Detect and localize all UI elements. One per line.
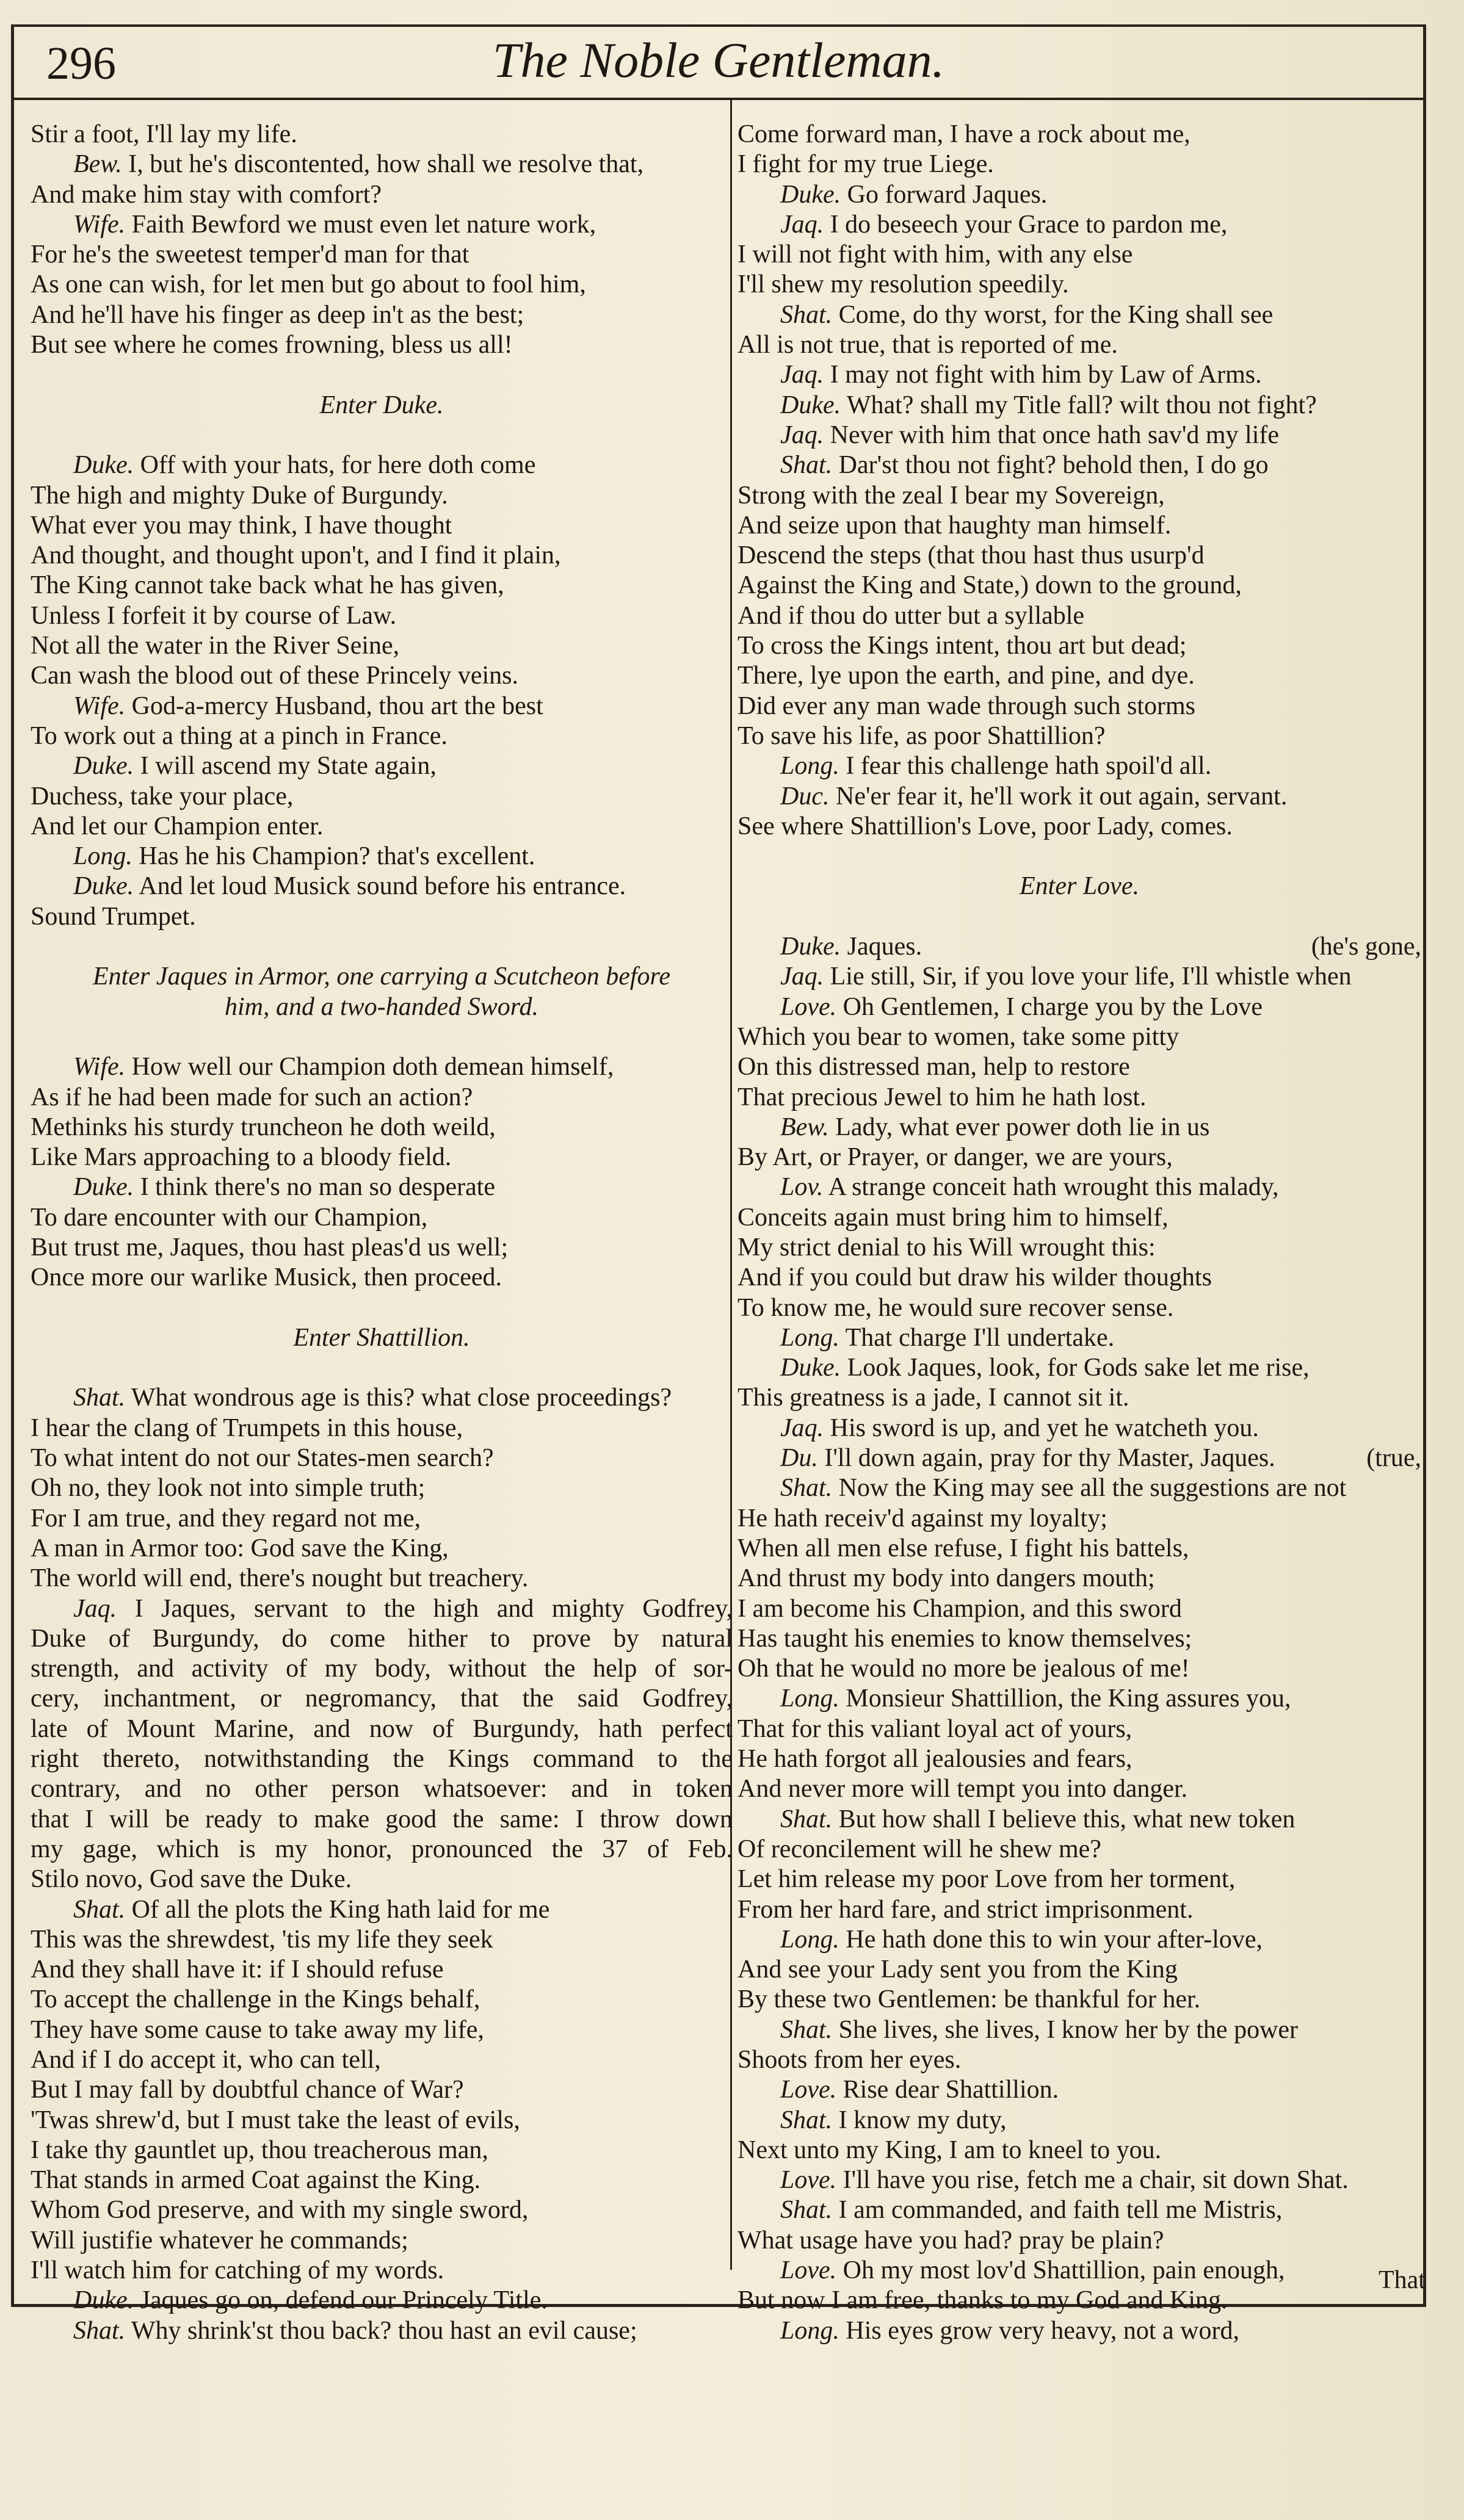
speech-line [737, 932, 1421, 962]
verse-line: Stilo novo, God save the Duke. [31, 1865, 352, 1894]
verse-line: What usage have you had? pray be plain? [737, 2226, 1164, 2255]
verse-line: To accept the challenge in the Kings behalf, [31, 1985, 480, 2014]
speaker-name: Bew. [73, 150, 122, 179]
speech-line [737, 2165, 1421, 2195]
speech-text: Lady, what ever power doth lie in us [828, 1113, 1210, 1141]
speech-text: I think there's no man so desperate [134, 1173, 496, 1202]
verse-line: Against the King and State,) down to the ground, [737, 571, 1242, 600]
speaker-name: Du. [780, 1444, 818, 1473]
speech-line [31, 2286, 733, 2316]
speech-line [31, 1172, 733, 1202]
speaker-name: Duc. [780, 782, 830, 811]
verse-line: That precious Jewel to him he hath lost. [737, 1083, 1147, 1111]
speech-text: I fear this challenge hath spoil'd all. [839, 752, 1212, 781]
speech-text: I'll down again, pray for thy Master, Jaques. [817, 1444, 1275, 1473]
speaker-name: Duke. [780, 180, 841, 209]
speech-line [31, 210, 733, 240]
verse-line: I hear the clang of Trumpets in this house, [31, 1413, 463, 1442]
blank-line [31, 360, 733, 390]
verse-line: Methinks his sturdy truncheon he doth weild, [31, 1113, 496, 1141]
blank-line [31, 1293, 733, 1323]
speech-text: But how shall I believe this, what new token [832, 1805, 1295, 1833]
verse-line: 'Twas shrew'd, but I must take the least of evils, [31, 2106, 520, 2134]
stage-direction: Enter Jaques in Armor, one carrying a Scutcheon before [93, 962, 670, 991]
blank-line [31, 1022, 733, 1052]
speaker-name: Wife. [73, 210, 126, 239]
speech-text: Has he his Champion? that's excellent. [132, 842, 535, 871]
verse-line: Oh that he would no more be jealous of me! [737, 1655, 1190, 1683]
verse-line: From her hard fare, and strict imprisonment. [737, 1895, 1194, 1924]
verse-line: And seize upon that haughty man himself. [737, 511, 1172, 540]
prose-line: cery, inchantment, or negromancy, that the said Godfrey, [31, 1684, 733, 1713]
blank-line [31, 932, 733, 962]
speaker-name: Long. [780, 752, 839, 781]
speech-line [737, 1805, 1421, 1835]
blank-line [737, 842, 1421, 872]
verse-line: And make him stay with comfort? [31, 180, 382, 209]
speaker-name: Shat. [73, 2316, 126, 2345]
verse-line: Once more our warlike Musick, then proceed. [31, 1263, 502, 1292]
speaker-name: Wife. [73, 691, 126, 720]
prose-line: my gage, which is my honor, pronounced the 37 of Feb. [31, 1835, 733, 1863]
speech-text: She lives, she lives, I know her by the power [832, 2015, 1299, 2044]
verse-line: There, lye upon the earth, and pine, and dye. [737, 662, 1195, 690]
verse-line: Like Mars approaching to a bloody field. [31, 1143, 452, 1172]
speaker-name: Shat. [780, 451, 833, 480]
verse-line: And if I do accept it, who can tell, [31, 2046, 381, 2074]
speech-line [737, 782, 1421, 812]
verse-line: Oh no, they look not into simple truth; [31, 1474, 426, 1503]
speech-text: I know my duty, [832, 2106, 1007, 2134]
speaker-name: Duke. [73, 2286, 134, 2315]
speaker-name: Duke. [780, 933, 841, 961]
speaker-name: Duke. [780, 1354, 841, 1382]
speech-text: I may not fight with him by Law of Arms. [824, 361, 1262, 389]
speech-line [737, 1473, 1421, 1503]
speech-text: And let loud Musick sound before his entrance. [134, 872, 626, 901]
speech-line [737, 360, 1421, 390]
prose-line: strength, and activity of my body, without the help of sor- [31, 1655, 733, 1683]
verse-line: My strict denial to his Will wrought this: [737, 1233, 1156, 1262]
verse-line: And thrust my body into dangers mouth; [737, 1564, 1155, 1593]
verse-line: Stir a foot, I'll lay my life. [31, 120, 297, 148]
speaker-name: Duke. [780, 391, 841, 419]
verse-line: Next unto my King, I am to kneel to you. [737, 2136, 1162, 2164]
speech-line [31, 1895, 733, 1925]
speech-line [31, 691, 733, 721]
speaker-name: Jaq. [73, 1594, 117, 1623]
speech-line [31, 150, 733, 179]
speech-text: Dar'st thou not fight? behold then, I do go [832, 451, 1269, 480]
stage-direction: him, and a two-handed Sword. [224, 992, 539, 1021]
stage-direction: Enter Duke. [319, 391, 444, 419]
speech-text: I, but he's discontented, how shall we resolve that, [121, 150, 644, 179]
speech-text: Monsieur Shattillion, the King assures you, [839, 1684, 1291, 1713]
verse-line: By these two Gentlemen: be thankful for her. [737, 1985, 1201, 2014]
speech-text: Never with him that once hath sav'd my life [824, 421, 1280, 449]
verse-line: I'll shew my resolution speedily. [737, 270, 1069, 299]
verse-line: Has taught his enemies to know themselves; [737, 1624, 1192, 1653]
speech-line [737, 1684, 1421, 1714]
speaker-name: Jaq. [780, 210, 824, 239]
verse-line: And let our Champion enter. [31, 812, 324, 840]
verse-line: And if you could but draw his wilder thoughts [737, 1263, 1212, 1292]
verse-line: And he'll have his finger as deep in't as the best; [31, 300, 524, 329]
speech-line [737, 751, 1421, 781]
speech-line [737, 1925, 1421, 1955]
speech-text: I am commanded, and faith tell me Mistris, [832, 2196, 1283, 2225]
speech-line [737, 1113, 1421, 1143]
speech-line [737, 1443, 1421, 1473]
verse-line: Whom God preserve, and with my single sword, [31, 2196, 529, 2225]
speech-text: What wondrous age is this? what close proceedings? [125, 1384, 672, 1412]
speech-line [31, 751, 733, 781]
verse-line: And never more will tempt you into danger. [737, 1775, 1188, 1803]
verse-line: To save his life, as poor Shattillion? [737, 721, 1106, 750]
verse-line: I fight for my true Liege. [737, 150, 994, 179]
left-column [31, 120, 733, 2346]
speaker-name: Jaq. [780, 361, 824, 389]
verse-line: To what intent do not our States-men search? [31, 1444, 494, 1473]
verse-line: To dare encounter with our Champion, [31, 1203, 428, 1232]
verse-line: That for this valiant loyal act of yours, [737, 1714, 1132, 1743]
verse-line: For he's the sweetest temper'd man for that [31, 240, 469, 269]
speech-line [737, 1353, 1421, 1383]
speech-text: Now the King may see all the suggestions are not [832, 1474, 1347, 1503]
stage-direction: Enter Shattillion. [293, 1323, 470, 1352]
speaker-name: Duke. [73, 1173, 134, 1202]
speech-line [737, 2316, 1421, 2346]
speaker-name: Long. [73, 842, 132, 871]
verse-line: I take thy gauntlet up, thou treacherous man, [31, 2136, 488, 2164]
speaker-name: Long. [780, 1684, 839, 1713]
verse-line: Unless I forfeit it by course of Law. [31, 601, 397, 630]
speech-text: I will ascend my State again, [134, 752, 437, 781]
blank-line [737, 902, 1421, 932]
verse-line: I will not fight with him, with any else [737, 240, 1133, 269]
speaker-name: Shat. [73, 1895, 126, 1924]
speech-text: Faith Bewford we must even let nature work, [125, 210, 596, 239]
stage-direction: Enter Love. [1020, 872, 1139, 901]
speech-text: He hath done this to win your after-love, [839, 1925, 1263, 1954]
speaker-name: Shat. [780, 2015, 833, 2044]
verse-line: To cross the Kings intent, thou art but dead; [737, 632, 1187, 660]
speech-line [31, 450, 733, 480]
speaker-name: Bew. [780, 1113, 829, 1141]
speech-text: Oh my most lov'd Shattillion, pain enough, [836, 2256, 1285, 2285]
speaker-name: Long. [780, 1323, 839, 1352]
verse-line: Can wash the blood out of these Princely veins. [31, 662, 519, 690]
right-column [737, 120, 1421, 2346]
verse-line: To know me, he would sure recover sense. [737, 1293, 1174, 1322]
prose-line: that I will be ready to make good the same: I throw down [31, 1805, 733, 1833]
verse-line: Strong with the zeal I bear my Sovereign, [737, 481, 1165, 510]
verse-line: Conceits again must bring him to himself, [737, 1203, 1169, 1232]
speech-line [31, 1383, 733, 1413]
verse-line: That stands in armed Coat against the King. [31, 2166, 481, 2195]
speech-line [31, 842, 733, 872]
speech-line [737, 2195, 1421, 2225]
speaker-name: Duke. [73, 872, 134, 901]
verse-line: Duchess, take your place, [31, 782, 294, 811]
blank-line [31, 421, 733, 450]
speech-text: Come, do thy worst, for the King shall see [832, 300, 1274, 329]
verse-line: He hath forgot all jealousies and fears, [737, 1745, 1132, 1774]
speaker-name: Duke. [73, 752, 134, 781]
verse-line: I am become his Champion, and this sword [737, 1594, 1182, 1623]
speech-text: How well our Champion doth demean himself, [125, 1053, 614, 1081]
verse-line: To work out a thing at a pinch in France. [31, 721, 448, 750]
speech-text: That charge I'll undertake. [839, 1323, 1115, 1352]
speech-line [737, 1172, 1421, 1202]
verse-line: Shoots from her eyes. [737, 2046, 962, 2074]
verse-line: The high and mighty Duke of Burgundy. [31, 481, 448, 510]
prose-line: contrary, and no other person whatsoever: and in token [31, 1775, 733, 1803]
running-title: The Noble Gentleman. [492, 32, 945, 88]
speaker-name: Shat. [780, 2196, 833, 2225]
verse-line: Not all the water in the River Seine, [31, 632, 400, 660]
speaker-name: Wife. [73, 1053, 126, 1081]
verse-line: And they shall have it: if I should refuse [31, 1955, 444, 1984]
speech-line [31, 1052, 733, 1082]
speech-text: Rise dear Shattillion. [836, 2076, 1059, 2104]
speaker-name: Shat. [780, 1474, 833, 1503]
speaker-name: Shat. [780, 1805, 833, 1833]
prose-line: Duke of Burgundy, do come hither to prove by natural [31, 1624, 733, 1653]
speech-line [737, 962, 1421, 992]
verse-line: When all men else refuse, I fight his battels, [737, 1534, 1189, 1562]
verse-line: For I am true, and they regard not me, [31, 1504, 421, 1533]
speech-text: Of all the plots the King hath laid for me [125, 1895, 550, 1924]
verse-line: Did ever any man wade through such storms [737, 691, 1195, 720]
turnover: (true, [1366, 1444, 1421, 1473]
speech-text: Oh Gentlemen, I charge you by the Love [836, 992, 1263, 1021]
prose-line: late of Mount Marine, and now of Burgundy, hath perfect [31, 1714, 733, 1743]
speech-text: Off with your hats, for here doth come [134, 451, 536, 480]
verse-line: Which you bear to women, take some pitty [737, 1022, 1180, 1051]
catchword: That [1379, 2266, 1426, 2294]
speech-line [737, 421, 1421, 450]
speaker-name: Long. [780, 2316, 839, 2345]
verse-line: And if thou do utter but a syllable [737, 601, 1085, 630]
verse-line: A man in Armor too: God save the King, [31, 1534, 449, 1562]
verse-line: And see your Lady sent you from the King [737, 1955, 1178, 1984]
speech-text: Lie still, Sir, if you love your life, I'll whistle when [824, 962, 1352, 991]
speech-text: God-a-mercy Husband, thou art the best [125, 691, 543, 720]
verse-line: What ever you may think, I have thought [31, 511, 452, 540]
speaker-name: Jaq. [780, 1413, 824, 1442]
verse-line: And thought, and thought upon't, and I find it plain, [31, 541, 561, 570]
verse-line: But trust me, Jaques, thou hast pleas'd us well; [31, 1233, 509, 1262]
verse-line: The world will end, there's nought but treachery. [31, 1564, 529, 1593]
speaker-name: Shat. [73, 1384, 126, 1412]
verse-line: The King cannot take back what he has given, [31, 571, 504, 600]
verse-line: Descend the steps (that thou hast thus usurp'd [737, 541, 1205, 570]
speaker-name: Lov. [780, 1173, 824, 1202]
speech-text: Why shrink'st thou back? thou hast an evil cause; [125, 2316, 637, 2345]
prose-line: right thereto, notwithstanding the Kings command to the [31, 1745, 733, 1774]
verse-line: They have some cause to take away my life, [31, 2015, 484, 2044]
verse-line: Will justifie whatever he commands; [31, 2226, 408, 2255]
speaker-name: Love. [780, 2256, 837, 2285]
speech-line [737, 391, 1421, 421]
page-number: 296 [46, 38, 116, 89]
speaker-name: Shat. [780, 2106, 833, 2134]
speaker-name: Jaq. [780, 962, 824, 991]
verse-line: All is not true, that is reported of me. [737, 331, 1118, 359]
verse-line: I'll watch him for catching of my words. [31, 2256, 444, 2285]
speaker-name: Jaq. [780, 421, 824, 449]
speaker-name: Long. [780, 1925, 839, 1954]
speech-text: Go forward Jaques. [841, 180, 1048, 209]
verse-line: On this distressed man, help to restore [737, 1053, 1130, 1081]
speech-line [737, 300, 1421, 330]
verse-line: But see where he comes frowning, bless us all! [31, 331, 513, 359]
verse-line: Come forward man, I have a rock about me, [737, 120, 1190, 148]
speech-line [31, 1594, 733, 1624]
speech-text: His sword is up, and yet he watcheth you. [824, 1413, 1259, 1442]
speech-line [737, 1323, 1421, 1353]
blank-line [31, 1353, 733, 1383]
verse-line: This was the shrewdest, 'tis my life they seek [31, 1925, 493, 1954]
verse-line: Let him release my poor Love from her torment, [737, 1865, 1236, 1894]
speech-text: What? shall my Title fall? wilt thou not fight? [841, 391, 1317, 419]
speech-line [737, 2106, 1421, 2136]
verse-line: This greatness is a jade, I cannot sit it. [737, 1384, 1129, 1412]
speech-text: A strange conceit hath wrought this malady, [823, 1173, 1279, 1202]
verse-line: By Art, or Prayer, or danger, we are yours, [737, 1143, 1173, 1172]
speech-line [737, 210, 1421, 240]
speech-text: Jaques go on, defend our Princely Title. [134, 2286, 548, 2315]
speech-text: Ne'er fear it, he'll work it out again, servant. [829, 782, 1288, 811]
speaker-name: Love. [780, 2166, 837, 2195]
speaker-name: Duke. [73, 451, 134, 480]
speech-text: I do beseech your Grace to pardon me, [824, 210, 1228, 239]
speech-line [737, 450, 1421, 480]
speaker-name: Love. [780, 992, 837, 1021]
verse-line: Sound Trumpet. [31, 902, 196, 931]
speech-text: Look Jaques, look, for Gods sake let me rise, [841, 1354, 1310, 1382]
speech-line [737, 2075, 1421, 2105]
speech-line [737, 2256, 1421, 2286]
speech-line [737, 1413, 1421, 1443]
speech-text: I'll have you rise, fetch me a chair, sit down Shat. [836, 2166, 1349, 2195]
speech-text: Jaques. [841, 933, 922, 961]
verse-line: As one can wish, for let men but go about to fool him, [31, 270, 586, 299]
speech-line [31, 2316, 733, 2346]
verse-line: Of reconcilement will he shew me? [737, 1835, 1101, 1863]
verse-line: But now I am free, thanks to my God and King. [737, 2286, 1228, 2315]
speech-line [737, 180, 1421, 210]
turnover: (he's gone, [1311, 933, 1421, 961]
verse-line: He hath receiv'd against my loyalty; [737, 1504, 1107, 1533]
verse-line: But I may fall by doubtful chance of War? [31, 2076, 464, 2104]
speaker-name: Shat. [780, 300, 833, 329]
speech-line [31, 872, 733, 901]
verse-line: See where Shattillion's Love, poor Lady, comes. [737, 812, 1233, 840]
verse-line: As if he had been made for such an action? [31, 1083, 473, 1111]
speech-text: I Jaques, servant to the high and mighty Godfrey, [117, 1594, 733, 1623]
speech-line [737, 992, 1421, 1022]
speaker-name: Love. [780, 2076, 837, 2104]
speech-line [737, 2015, 1421, 2045]
speech-text: His eyes grow very heavy, not a word, [839, 2316, 1239, 2345]
